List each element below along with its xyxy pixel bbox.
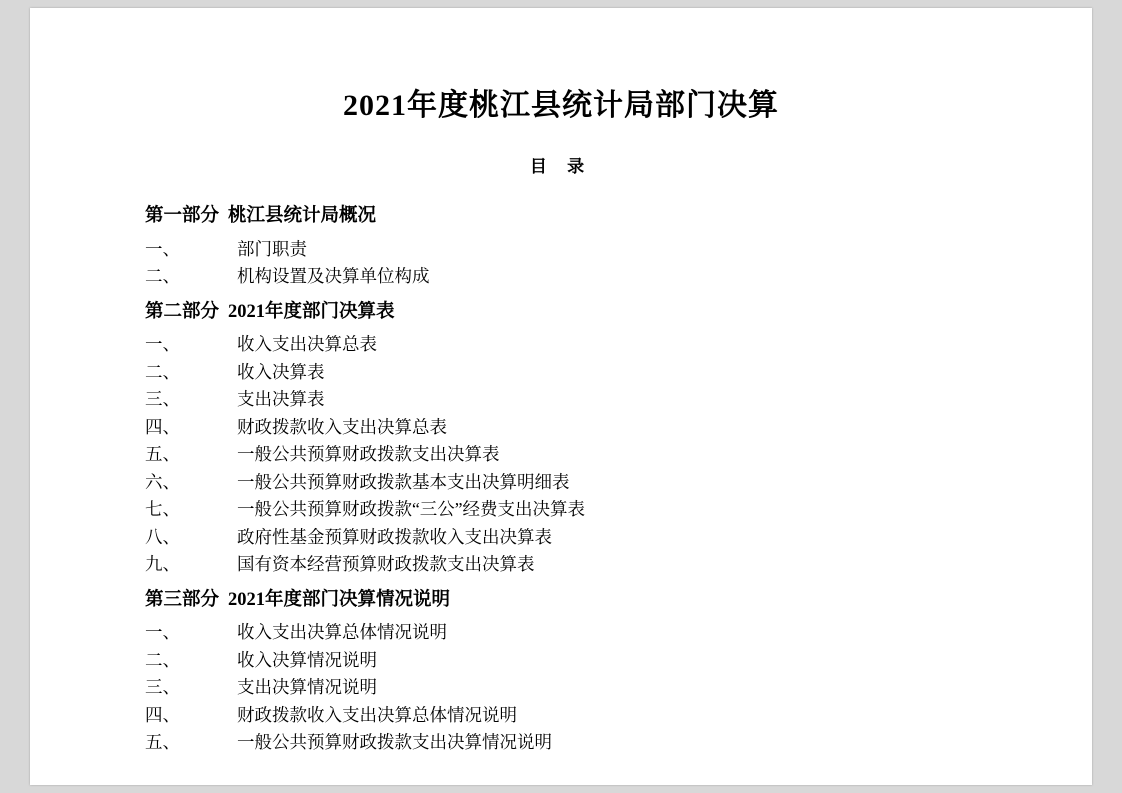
toc-entry-number: 五、 <box>145 732 180 753</box>
toc-entry-number: 二、 <box>145 361 180 382</box>
toc-entry[interactable] <box>145 414 1032 441</box>
toc-entry-text: 支出决算表 <box>237 389 325 410</box>
part-heading-2 <box>145 299 1032 327</box>
table-of-contents <box>30 203 1092 757</box>
toc-entry[interactable] <box>145 386 1032 413</box>
toc-entry[interactable] <box>145 331 1032 358</box>
toc-entry-text: 财政拨款收入支出决算总体情况说明 <box>237 704 517 725</box>
toc-entry[interactable] <box>145 496 1032 523</box>
toc-entry-number: 三、 <box>145 677 180 698</box>
toc-entry-text: 财政拨款收入支出决算总表 <box>237 416 447 437</box>
toc-entry[interactable] <box>145 674 1032 701</box>
toc-entry[interactable] <box>145 469 1032 496</box>
toc-entry-number: 四、 <box>145 704 180 725</box>
toc-entry-number: 七、 <box>145 499 180 520</box>
toc-entry[interactable] <box>145 359 1032 386</box>
part-heading-1 <box>145 203 1032 231</box>
toc-entry-number: 四、 <box>145 416 180 437</box>
toc-entry[interactable] <box>145 236 1032 263</box>
toc-entry[interactable] <box>145 263 1032 290</box>
toc-entry-text: 一般公共预算财政拨款支出决算情况说明 <box>237 732 552 753</box>
toc-entry-number: 二、 <box>145 649 180 670</box>
toc-entry-text: 一般公共预算财政拨款“三公”经费支出决算表 <box>237 499 586 520</box>
toc-entry[interactable] <box>145 524 1032 551</box>
toc-entry-number: 一、 <box>145 334 180 355</box>
part-title-3: 2021年度部门决算情况说明 <box>228 589 451 610</box>
toc-entry-number: 一、 <box>145 622 180 643</box>
toc-entry[interactable] <box>145 729 1032 756</box>
toc-entry-text: 支出决算情况说明 <box>237 677 377 698</box>
toc-entry-number: 五、 <box>145 444 180 465</box>
part-title-1: 桃江县统计局概况 <box>228 206 377 226</box>
toc-entry-text: 收入支出决算总表 <box>237 334 377 355</box>
toc-entry-number: 一、 <box>145 238 180 259</box>
toc-entry[interactable] <box>145 551 1032 578</box>
part-label-2: 第二部分 <box>145 301 220 322</box>
toc-entry[interactable] <box>145 647 1032 674</box>
toc-entry-text: 部门职责 <box>237 238 307 259</box>
toc-entry-text: 一般公共预算财政拨款基本支出决算明细表 <box>237 471 570 492</box>
toc-entry[interactable] <box>145 441 1032 468</box>
toc-entry-number: 三、 <box>145 389 180 410</box>
part-label-1: 第一部分 <box>145 206 220 226</box>
toc-entry-text: 收入决算情况说明 <box>237 649 377 670</box>
part-heading-3 <box>145 587 1032 615</box>
toc-entry[interactable] <box>145 619 1032 646</box>
toc-entry-text: 收入决算表 <box>237 361 325 382</box>
toc-entry-text: 机构设置及决算单位构成 <box>237 266 430 287</box>
toc-entry-text: 收入支出决算总体情况说明 <box>237 622 447 643</box>
toc-entry-number: 八、 <box>145 526 180 547</box>
toc-entry-text: 政府性基金预算财政拨款收入支出决算表 <box>237 526 552 547</box>
part-title-2: 2021年度部门决算表 <box>228 301 395 322</box>
toc-entry[interactable] <box>145 702 1032 729</box>
toc-entry-number: 二、 <box>145 266 180 287</box>
toc-entry-number: 六、 <box>145 471 180 492</box>
toc-label: 目 录 <box>529 157 593 176</box>
document-page <box>30 8 1092 785</box>
part-label-3: 第三部分 <box>145 589 220 610</box>
toc-entry-text: 国有资本经营预算财政拨款支出决算表 <box>237 554 535 575</box>
toc-entry-number: 九、 <box>145 554 180 575</box>
toc-entry-text: 一般公共预算财政拨款支出决算表 <box>237 444 500 465</box>
page-title: 2021年度桃江县统计局部门决算 <box>343 89 779 122</box>
